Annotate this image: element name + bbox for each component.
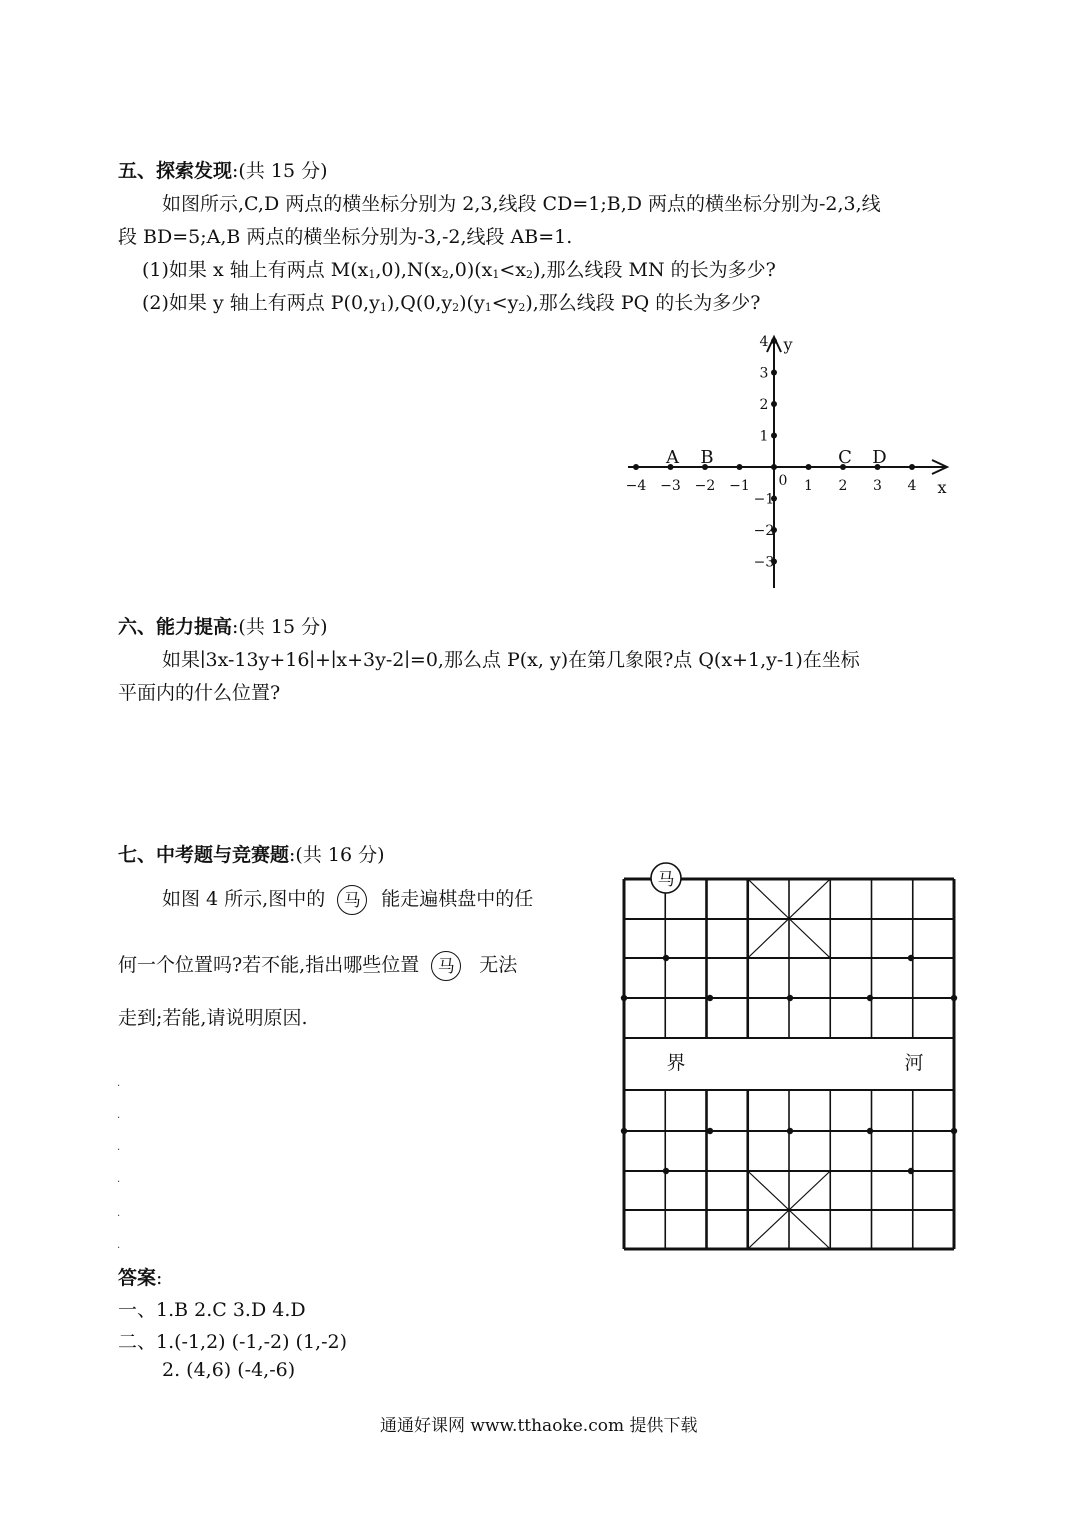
board-position-dot bbox=[787, 995, 793, 1001]
q1-part-c: ,0)(x bbox=[448, 259, 493, 281]
horse-piece-icon: 马 bbox=[337, 885, 367, 915]
section-7-para-line2 bbox=[118, 950, 517, 981]
y-tick-dot bbox=[771, 338, 777, 344]
s7-line1-text-b: 能走遍棋盘中的任 bbox=[381, 888, 534, 910]
x-tick-label: −2 bbox=[694, 478, 716, 494]
origin-label: 0 bbox=[778, 473, 788, 489]
board-position-dot bbox=[663, 955, 669, 961]
section-6-heading bbox=[118, 612, 328, 639]
y-tick-label: 1 bbox=[759, 428, 769, 445]
q2-sub-3: 1 bbox=[484, 301, 492, 314]
answers-line-3: 2. (4,6) (-4,-6) bbox=[162, 1359, 296, 1381]
y-tick-dot bbox=[771, 401, 777, 407]
point-label-b: B bbox=[700, 447, 714, 468]
section-5-para-line1: 如图所示,C,D 两点的横坐标分别为 2,3,线段 CD=1;B,D 两点的横坐标分别为-2,3,线 bbox=[162, 193, 881, 215]
section-5-question-2 bbox=[142, 288, 760, 315]
board-horse-piece-label: 马 bbox=[657, 870, 675, 890]
y-tick-label: 3 bbox=[759, 365, 769, 382]
x-tick-label: −4 bbox=[625, 478, 647, 494]
x-tick-dot bbox=[737, 464, 743, 470]
x-tick-label: 2 bbox=[838, 478, 848, 494]
section-6-title: 六、能力提高 bbox=[118, 616, 233, 638]
q2-part-e: ),那么线段 PQ 的长为多少? bbox=[525, 292, 761, 314]
q2-sub-1: 1 bbox=[379, 301, 387, 314]
page-footer: 通通好课网 www.tthaoke.com 提供下载 bbox=[380, 1416, 698, 1436]
y-tick-label: −3 bbox=[753, 554, 775, 571]
decorative-dot: . bbox=[117, 1208, 121, 1219]
board-position-dot bbox=[951, 1128, 957, 1134]
river-label-left: 界 bbox=[666, 1052, 686, 1074]
q2-part-a: (2)如果 y 轴上有两点 P(0,y bbox=[142, 292, 380, 314]
river-label-right: 河 bbox=[904, 1052, 924, 1074]
q2-sub-4: 2 bbox=[518, 301, 526, 314]
coordinate-axes-figure bbox=[620, 330, 960, 595]
board-position-dot bbox=[908, 955, 914, 961]
board-position-dot bbox=[707, 1128, 713, 1134]
horse-piece-icon: 马 bbox=[431, 951, 461, 981]
q1-sub-2: 2 bbox=[441, 268, 449, 281]
x-tick-label: −3 bbox=[660, 478, 681, 494]
board-position-dot bbox=[663, 1168, 669, 1174]
section-7-title: 七、中考题与竞赛题 bbox=[118, 844, 290, 866]
x-tick-dot bbox=[633, 464, 639, 470]
board-position-dot bbox=[908, 1168, 914, 1174]
board-position-dot bbox=[867, 1128, 873, 1134]
answers-line-1: 一、1.B 2.C 3.D 4.D bbox=[118, 1299, 306, 1321]
board-position-dot bbox=[951, 995, 957, 1001]
x-tick-label: 4 bbox=[907, 478, 917, 494]
x-tick-label: 3 bbox=[873, 478, 882, 494]
s7-line1-text-a: 如图 4 所示,图中的 bbox=[162, 888, 326, 910]
answers-title: 答案 bbox=[118, 1267, 157, 1289]
board-position-dot bbox=[867, 995, 873, 1001]
section-5-question-1 bbox=[142, 255, 776, 282]
board-position-dot bbox=[787, 1128, 793, 1134]
point-label-c: C bbox=[838, 447, 852, 468]
point-label-d: D bbox=[872, 447, 887, 468]
y-tick-label: −2 bbox=[753, 523, 775, 539]
board-position-dot bbox=[621, 995, 627, 1001]
y-tick-label: −1 bbox=[753, 491, 775, 508]
section-7-heading bbox=[118, 840, 385, 867]
x-axis-label: x bbox=[937, 478, 947, 497]
y-tick-dot bbox=[771, 433, 777, 439]
x-tick-dot bbox=[806, 464, 812, 470]
section-5-heading bbox=[118, 156, 328, 183]
section-7-para-line1 bbox=[162, 884, 533, 915]
y-tick-dot bbox=[771, 370, 777, 376]
section-5-para-line2: 段 BD=5;A,B 两点的横坐标分别为-3,-2,线段 AB=1. bbox=[118, 226, 573, 248]
q2-part-b: ),Q(0,y bbox=[386, 292, 453, 314]
board-position-dot bbox=[621, 1128, 627, 1134]
chess-board-figure bbox=[610, 855, 970, 1255]
s7-line2-text-b: 无法 bbox=[479, 954, 518, 976]
point-label-a: A bbox=[666, 447, 679, 468]
board-position-dot bbox=[707, 995, 713, 1001]
answers-line-2: 二、1.(-1,2) (-1,-2) (1,-2) bbox=[118, 1331, 348, 1353]
decorative-dot: . bbox=[117, 1142, 121, 1153]
decorative-dot: . bbox=[117, 1078, 121, 1089]
answers-colon: : bbox=[156, 1267, 163, 1289]
y-tick-label: 2 bbox=[759, 397, 769, 413]
q1-part-b: ,0),N(x bbox=[375, 259, 442, 281]
q1-part-a: (1)如果 x 轴上有两点 M(x bbox=[142, 259, 369, 281]
q1-sub-1: 1 bbox=[368, 268, 376, 281]
section-6-para-line2: 平面内的什么位置? bbox=[118, 682, 281, 704]
q1-part-d: <x bbox=[499, 259, 526, 281]
x-tick-label: −1 bbox=[729, 478, 750, 494]
section-5-score: :(共 15 分) bbox=[232, 160, 328, 182]
section-5-title: 五、探索发现 bbox=[118, 160, 233, 182]
y-axis-label: y bbox=[783, 335, 793, 354]
x-tick-dot bbox=[909, 464, 915, 470]
y-tick-label: 4 bbox=[759, 334, 769, 350]
section-7-para-line3: 走到;若能,请说明原因. bbox=[118, 1007, 308, 1029]
q2-sub-2: 2 bbox=[452, 301, 460, 314]
q1-sub-4: 2 bbox=[526, 268, 533, 281]
section-7-score: :(共 16 分) bbox=[289, 844, 385, 866]
origin-dot bbox=[771, 464, 777, 470]
decorative-dot: . bbox=[117, 1174, 121, 1185]
answers-heading bbox=[118, 1263, 162, 1290]
section-6-score: :(共 15 分) bbox=[232, 616, 328, 638]
section-6-para-line1: 如果∣3x-13y+16∣+∣x+3y-2∣=0,那么点 P(x, y)在第几象限?点 Q(x+1,y-1)在坐标 bbox=[162, 649, 860, 671]
q1-part-e: ),那么线段 MN 的长为多少? bbox=[533, 259, 776, 281]
decorative-dot: . bbox=[117, 1110, 121, 1121]
q2-part-d: <y bbox=[491, 292, 519, 314]
q2-part-c: )(y bbox=[459, 292, 485, 314]
q1-sub-3: 1 bbox=[492, 268, 500, 281]
s7-line2-text-a: 何一个位置吗?若不能,指出哪些位置 bbox=[118, 954, 420, 976]
x-tick-label: 1 bbox=[804, 478, 813, 494]
decorative-dot: . bbox=[117, 1240, 121, 1251]
